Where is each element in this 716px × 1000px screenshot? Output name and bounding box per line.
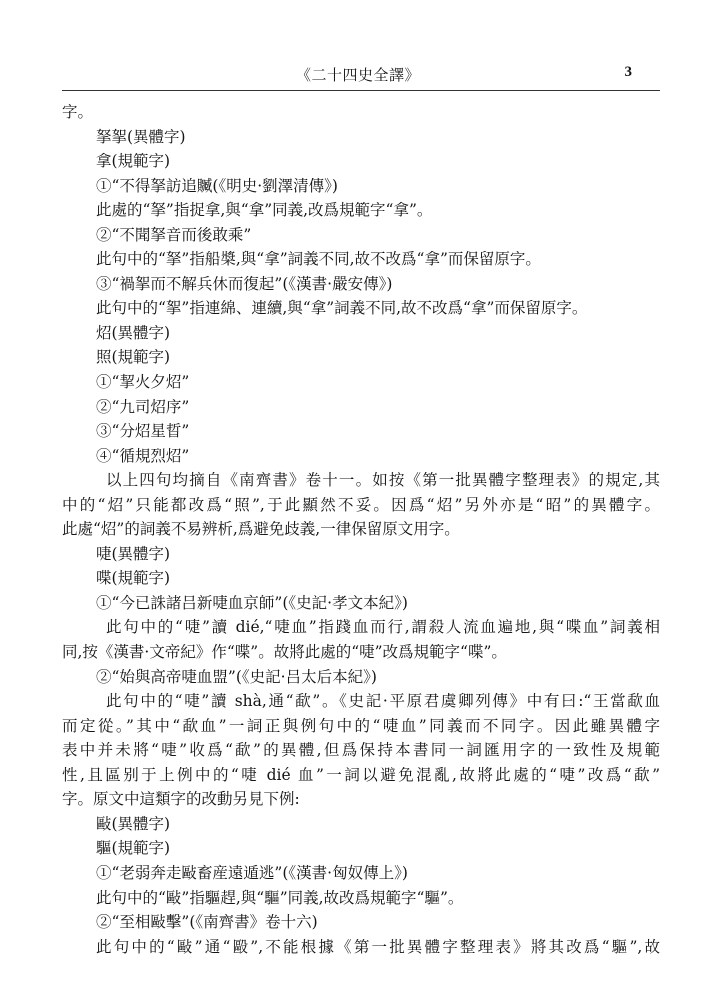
text-line: ①“不得拏訪追贓(《明史·劉澤清傳》) (96, 176, 338, 195)
text-line: 驅(規範字) (96, 839, 171, 858)
text-line: 此句中的“啑”讀 dié,“啑血”指踐血而行,謂殺人流血遍地,與“喋血”詞義相 (106, 618, 660, 637)
text-line: 中的“炤”只能都改爲“照”,于此顯然不妥。因爲“炤”另外亦是“昭”的異體字。 (62, 495, 660, 514)
text-line: 字。 (62, 103, 94, 121)
text-line: 同,按《漢書·文帝紀》作“喋”。故將此處的“啑”改爲規範字“喋”。 (62, 643, 507, 662)
text-line: ①“挈火夕炤” (96, 373, 190, 392)
text-line: 字。原文中這類字的改動另見下例: (62, 790, 300, 809)
text-line: 此處“炤”的詞義不易辨析,爲避免歧義,一律保留原文用字。 (62, 520, 460, 539)
text-line: 表中并未將“啑”收爲“歃”的異體,但爲保持本書同一詞匯用字的一致性及規範 (62, 741, 660, 760)
text-line: 此句中的“挐”指連綿、連續,與“拿”詞義不同,故不改爲“拿”而保留原字。 (96, 299, 588, 318)
text-line: ②“不聞拏音而後敢乘” (96, 225, 252, 244)
text-line: 敺(異體字) (96, 814, 171, 833)
text-line: 啑(異體字) (96, 544, 171, 563)
text-line: 性,且區别于上例中的“啑 dié 血”一詞以避免混亂,故將此處的“啑”改爲“歃” (62, 765, 660, 784)
text-line: 此句中的“啑”讀 shà,通“歃”。《史記·平原君虞卿列傳》中有曰:“王當歃血 (106, 692, 660, 711)
text-line: 此處的“拏”指捉拿,與“拿”同義,改爲規範字“拿”。 (96, 201, 433, 220)
text-line: 拿(規範字) (96, 152, 171, 171)
header-rule (62, 90, 660, 91)
running-header-title: 《二十四史全譯》 (295, 66, 420, 84)
text-line: ②“始與高帝啑血盟”(《史記·吕太后本紀》) (96, 667, 377, 686)
page-number: 3 (624, 64, 632, 80)
text-line: 此句中的“拏”指船槳,與“拿”詞義不同,故不改爲“拿”而保留原字。 (96, 250, 541, 269)
text-line: ①“今已誅諸吕新啑血京師”(《史記·孝文本紀》) (96, 593, 408, 612)
page-header (0, 62, 716, 88)
text-line: 拏挐(異體字) (96, 127, 186, 146)
text-line: 照(規範字) (96, 348, 171, 367)
text-line: ②“至相敺擊”(《南齊書》卷十六) (96, 913, 318, 932)
text-line: 此句中的“敺”指驅趕,與“驅”同義,故改爲規範字“驅”。 (96, 888, 464, 907)
text-line: ③“分炤星晢” (96, 422, 190, 441)
text-line: 而定從。”其中“歃血”一詞正與例句中的“啑血”同義而不同字。因此雖異體字 (62, 716, 660, 735)
text-line: 炤(異體字) (96, 323, 171, 342)
text-line: ③“禍挐而不解兵休而復起”(《漢書·嚴安傳》) (96, 274, 393, 293)
text-line: 此句中的“敺”通“毆”,不能根據《第一批異體字整理表》將其改爲“驅”,故 (96, 937, 660, 956)
text-line: ②“九司炤序” (96, 397, 190, 416)
text-line: ④“循規烈炤” (96, 446, 190, 465)
text-line: 以上四句均摘自《南齊書》卷十一。如按《第一批異體字整理表》的規定,其 (106, 471, 660, 490)
text-line: ①“老弱奔走敺畜産遠遁逃”(《漢書·匈奴傳上》) (96, 863, 408, 882)
body-text (62, 100, 660, 959)
text-line: 喋(規範字) (96, 569, 171, 588)
